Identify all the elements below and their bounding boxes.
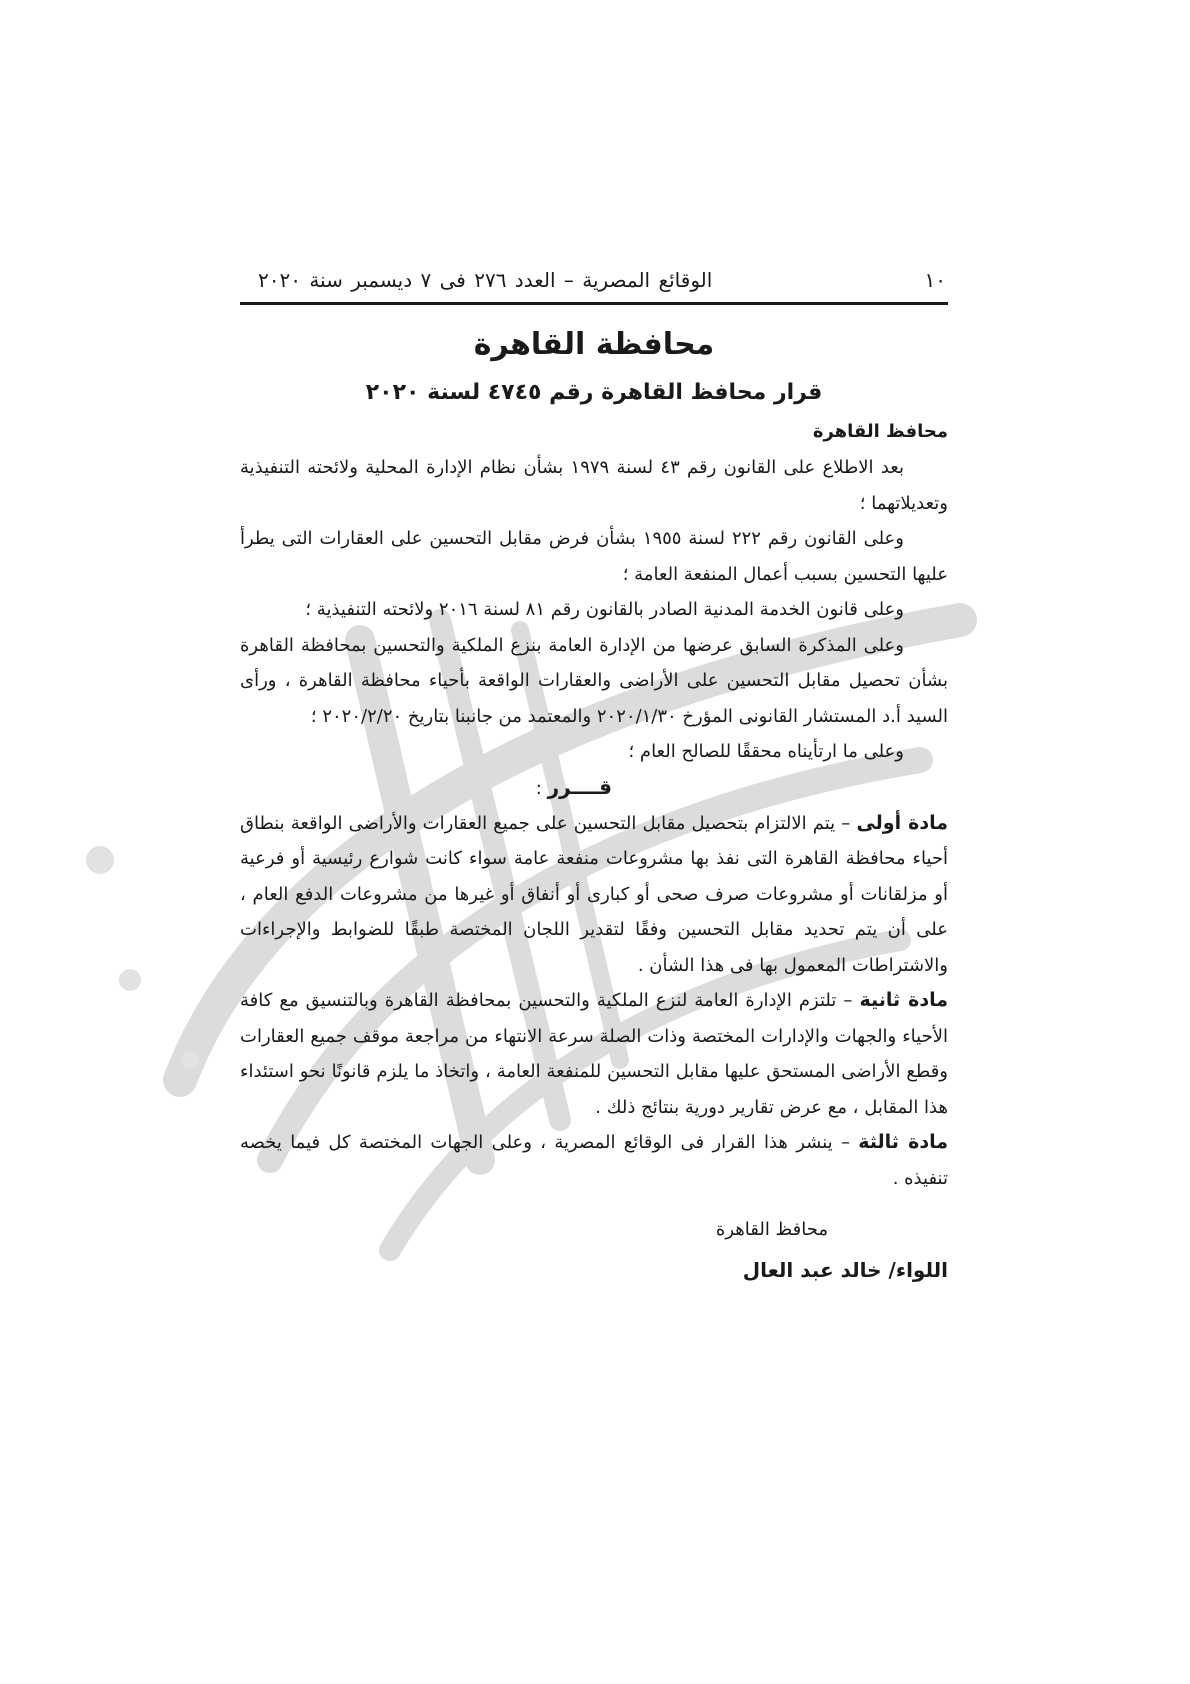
decree-title: قرار محافظ القاهرة رقم ٤٧٤٥ لسنة ٢٠٢٠ xyxy=(365,380,823,405)
article-text: – ينشر هذا القرار فى الوقائع المصرية ، وعلى الجهات المختصة كل فيما يخصه تنفيذه . xyxy=(240,1132,948,1189)
article-label: مادة ثالثة xyxy=(858,1131,948,1153)
preamble-paragraph: وعلى القانون رقم ٢٢٢ لسنة ١٩٥٥ بشأن فرض مقابل التحسين على العقارات التى يطرأ عليها التحسين بسبب أعمال المنفعة العامة ؛ xyxy=(240,528,948,585)
preamble-paragraph: بعد الاطلاع على القانون رقم ٤٣ لسنة ١٩٧٩ بشأن نظام الإدارة المحلية ولائحته التنفيذية وتعديلاتهما ؛ xyxy=(240,457,948,514)
decided-word: قــــرر xyxy=(547,774,612,799)
gazette-page xyxy=(240,268,948,1290)
article-paragraph xyxy=(240,1125,948,1196)
article-paragraph xyxy=(240,983,948,1125)
preamble-paragraph: وعلى المذكرة السابق عرضها من الإدارة العامة بنزع الملكية والتحسين بمحافظة القاهرة بشأن تحصيل مقابل التحسين على الأراضى والعقارات الواقعة بأحياء محافظة القاهرة ، ورأى السيد أ.د المستشار القانونى المؤرخ ٢٠٢٠/١/٣٠ والمعتمد من جانبنا بتاريخ ٢٠٢٠/٢/٢٠ ؛ xyxy=(240,634,948,727)
article-paragraph xyxy=(240,806,948,984)
running-header xyxy=(240,268,948,305)
preamble-paragraph: وعلى ما ارتأيناه محققًا للصالح العام ؛ xyxy=(628,741,904,762)
preamble-paragraph: وعلى قانون الخدمة المدنية الصادر بالقانون رقم ٨١ لسنة ٢٠١٦ ولائحته التنفيذية ؛ xyxy=(305,599,904,620)
article-label: مادة ثانية xyxy=(859,989,949,1011)
signatory-name: اللواء/ خالد عبد العال xyxy=(742,1258,948,1282)
issuer-heading: محافظ القاهرة xyxy=(812,421,948,442)
governorate-title: محافظة القاهرة xyxy=(473,327,715,362)
article-text: – تلتزم الإدارة العامة لنزع الملكية والتحسين بمحافظة القاهرة وبالتنسيق مع كافة الأحياء والجهات والإدارات المختصة وذات الصلة سرعة الانتهاء من مراجعة موقف جميع العقارات وقطع الأراضى المستحق عليها مقابل التحسين للمنفعة العامة ، واتخاذ ما يلزم قانونًا نحو استئداء هذا المقابل ، مع عرض تقارير دورية بنتائج ذلك . xyxy=(240,990,948,1118)
signature-block xyxy=(240,1210,948,1290)
signatory-role: محافظ القاهرة xyxy=(715,1219,828,1240)
gazette-issue-title: الوقائع المصرية – العدد ٢٧٦ فى ٧ ديسمبر سنة ٢٠٢٠ xyxy=(258,268,713,292)
decided-colon: : xyxy=(535,777,548,799)
page-number: ١٠ xyxy=(924,268,946,292)
decided-heading xyxy=(240,770,948,806)
article-text: – يتم الالتزام بتحصيل مقابل التحسين على جميع العقارات والأراضى الواقعة بنطاق أحياء محافظة القاهرة التى نفذ بها مشروعات منفعة عامة سواء كانت شوارع رئيسية أو فرعية أو مزلقانات أو مشروعات صرف صحى أو كبارى أو أنفاق أو غيرها من مشروعات الدفع العام ، على أن يتم تحديد مقابل التحسين وفقًا لتقدير اللجان المختصة طبقًا للضوابط والإجراءات والاشتراطات المعمول بها فى هذا الشأن . xyxy=(240,812,948,976)
article-label: مادة أولى xyxy=(856,811,948,834)
